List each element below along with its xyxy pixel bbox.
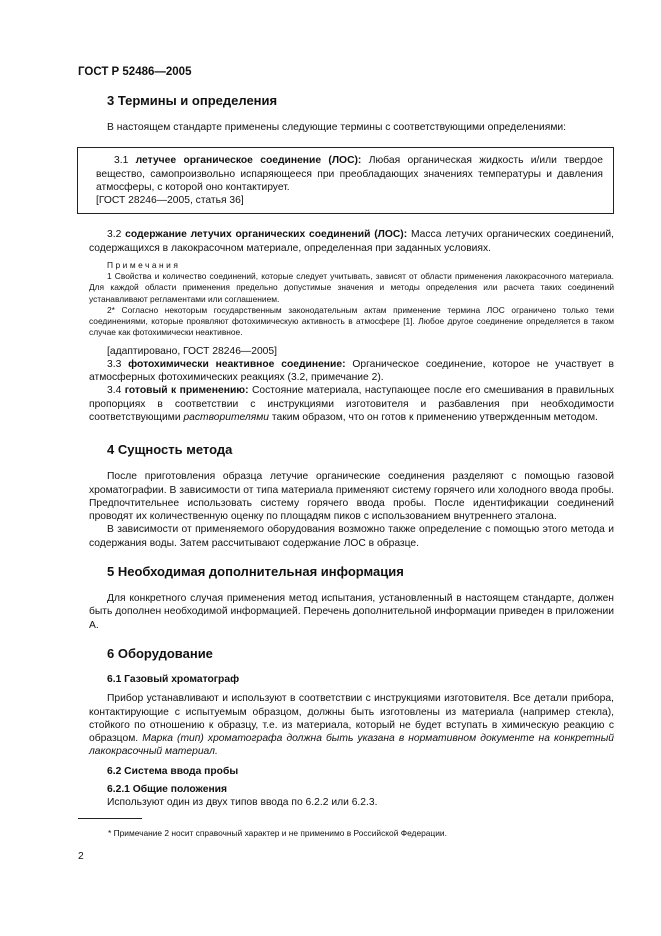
term-3-3: 3.3 фотохимически неактивное соединение: Органическое соединение, которое не участвует в атмосферных фотохимических реакциях (3.2, примечание 2).	[89, 358, 614, 384]
subsection-6-2-1-heading: 6.2.1 Общие положения	[107, 784, 227, 796]
section-4-paragraph-1: После приготовления образца летучие органические соединения разделяют с помощью газовой хроматографии. В зависимости от типа материала применяют систему горячего или холодного ввода пробы. Предпочтительнее использовать систему горячего ввода пробы. После идентификации соединений проводят их количественную оценку по площадям пиков с использованием внутреннего эталона.	[89, 471, 614, 523]
page-number: 2	[78, 851, 84, 862]
section-4-paragraph-2: В зависимости от применяемого оборудования возможно также определение с помощью этого метода и содержания воды. Затем рассчитывают содержание ЛОС в образце.	[89, 524, 614, 549]
footnote-separator	[78, 818, 142, 819]
notes-title: Примечания	[107, 260, 181, 271]
section-5-heading: 5 Необходимая дополнительная информация	[107, 564, 404, 580]
term-3-1: 3.1 летучее органическое соединение (ЛОС): Любая органическая жидкость и/или твердое вещество, самопроизвольно испаряющееся при преобладающих значениях температуры и давления атмосферы, с которой оно контактирует.	[96, 155, 603, 193]
footnote: * Примечание 2 носит справочный характер и не применимо в Российской Федерации.	[108, 828, 447, 838]
notes-block	[89, 260, 614, 338]
section-3-heading: 3 Термины и определения	[107, 93, 278, 108]
term-3-1-box	[77, 147, 614, 214]
subsection-6-1-heading: 6.1 Газовый хроматограф	[107, 673, 240, 685]
page-content	[89, 92, 614, 810]
term-3-1-reference: [ГОСТ 28246—2005, статья 36]	[96, 195, 244, 207]
subsection-6-2-heading: 6.2 Система ввода пробы	[107, 765, 239, 777]
section-3-intro: В настоящем стандарте применены следующие термины с соответствующими определениями:	[107, 122, 567, 133]
section-4-heading: 4 Сущность метода	[107, 442, 233, 458]
section-5-paragraph-1: Для конкретного случая применения метод испытания, установленный в настоящем стандарте, должен быть дополнен необходимой информацией. Перечень дополнительной информации приведен в приложении А.	[89, 593, 614, 631]
section-6-heading: 6 Оборудование	[107, 645, 213, 661]
term-3-4: 3.4 готовый к применению: Состояние материала, наступающее после его смешивания в правильных пропорциях в соответствии с инструкциями изготовителя и разбавления при необходимости соответствующими растворителями таким образом, что он готов к применению утвержденным методом.	[89, 385, 614, 423]
document-id: ГОСТ Р 52486—2005	[78, 66, 192, 78]
subsection-6-2-1-paragraph: Используют один из двух типов ввода по 6.2.2 или 6.2.3.	[107, 797, 378, 809]
subsection-6-1-paragraph: Прибор устанавливают и используют в соответствии с инструкциями изготовителя. Все детали прибора, контактирующие с испытуемым образцом, должны быть изготовлены из материала (например стекла), стойкого по отношению к образцу, т.е. из материала, который не будет вступать в химическую реакцию с образцом. Марка (тип) хроматографа должна быть указана в нормативном документе на конкретный лакокрасочный материал.	[89, 693, 614, 758]
term-3-2-reference: [адаптировано, ГОСТ 28246—2005]	[107, 345, 277, 357]
term-3-2: 3.2 содержание летучих органических соединений (ЛОС): Масса летучих органических соединений, содержащихся в лакокрасочном материале, определенная при заданных условиях.	[89, 229, 614, 254]
note-2: 2* Согласно некоторым государственным законодательным актам применение термина ЛОС ограничено только теми соединениями, которые проявляют фотохимическую активность в атмосфере [1]. Любое другое соединение определяется в таком случае как фотохимически неактивное.	[89, 304, 614, 338]
note-1: 1 Свойства и количество соединений, которые следует учитывать, зависят от области применения лакокрасочного материала. Для каждой области применения предельно допустимые значения и методы определения или расчета таких соединений устанавливают регламентами или соглашением.	[89, 271, 614, 304]
